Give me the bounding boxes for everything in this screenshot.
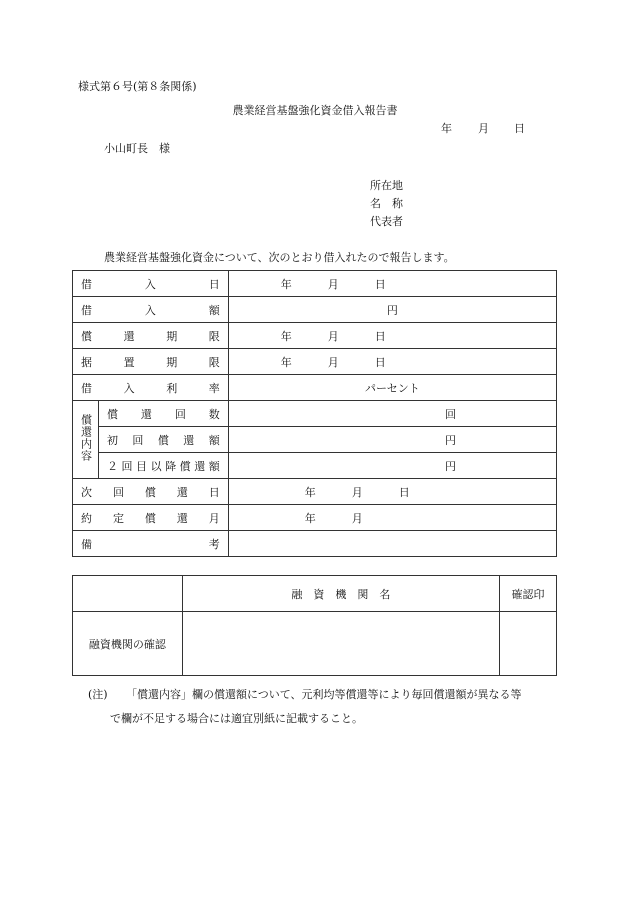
row-grace-deadline [73,349,557,375]
borrow-amount-label: 借 入 額 [81,303,220,317]
borrow-amount-unit: 円 [386,303,398,317]
repay-deadline-field[interactable] [228,323,556,349]
date-day-label: 日 [514,122,525,135]
first-amount-field[interactable] [228,427,556,453]
form-number: 様式第６号(第８条関係) [78,80,197,93]
interest-rate-field[interactable] [228,375,556,401]
first-amount-unit: 円 [445,433,456,447]
confirm-body-row [73,612,557,676]
row-borrow-amount [73,297,557,323]
borrow-date-month: 月 [327,277,339,291]
interest-rate-label: 借 入 利 率 [81,381,220,395]
grace-deadline-day: 日 [374,355,386,369]
row-agreed-repay-month [73,505,557,531]
institution-confirm-table [72,575,557,676]
institution-name-field[interactable] [182,612,499,676]
interest-rate-unit: パーセント [365,381,420,395]
grace-deadline-field[interactable] [228,349,556,375]
repay-count-field[interactable] [228,401,556,427]
confirm-header-row [73,576,557,612]
representative-label: 代表者 [370,215,403,228]
next-repay-month: 月 [351,485,363,499]
remarks-field[interactable] [228,531,556,557]
next-repay-date-field[interactable] [228,479,556,505]
row-first-amount [73,427,557,453]
repay-count-label: 償 還 回 数 [106,407,220,421]
loan-details-table [72,270,557,557]
agreed-repay-month-field[interactable] [228,505,556,531]
grace-deadline-month: 月 [327,355,339,369]
row-next-repay-date [73,479,557,505]
note-line-1: 「償還内容」欄の償還額について、元利均等償還等により毎回償還額が異なる等 [126,688,522,701]
agreed-repay-month: 月 [351,511,363,525]
later-amount-unit: 円 [445,459,456,473]
repay-count-unit: 回 [445,407,456,421]
remarks-label: 備 考 [81,537,220,551]
seal-header: 確認印 [500,576,557,612]
document-title: 農業経営基盤強化資金借入報告書 [232,104,398,117]
row-repay-deadline [73,323,557,349]
date-month-label: 月 [478,122,489,135]
repay-content-label: 償還内容 [79,414,93,462]
borrow-date-year: 年 [280,277,292,291]
address-label: 所在地 [370,179,403,192]
repay-deadline-month: 月 [327,329,339,343]
grace-deadline-year: 年 [280,355,292,369]
institution-name-header: 融 資 機 関 名 [182,576,499,612]
borrow-date-day: 日 [374,277,386,291]
repay-content-group [73,401,99,479]
repay-deadline-label: 償 還 期 限 [81,329,220,343]
note-line-2: で欄が不足する場合には適宜別紙に記載すること。 [110,712,363,725]
row-interest-rate [73,375,557,401]
borrow-date-field[interactable] [228,271,556,297]
next-repay-year: 年 [304,485,316,499]
row-borrow-date [73,271,557,297]
intro-text: 農業経営基盤強化資金について、次のとおり借入れたので報告します。 [104,251,455,264]
name-label: 名 称 [370,197,403,210]
note-prefix: (注) [88,688,108,701]
next-repay-day: 日 [398,485,410,499]
addressee: 小山町長 様 [104,142,170,155]
repay-deadline-day: 日 [374,329,386,343]
row-later-amount [73,453,557,479]
first-amount-label: 初 回 償 還 額 [106,433,220,447]
institution-confirm-label: 融資機関の確認 [73,612,183,676]
later-amount-label: ２ 回 目 以 降 償 還 額 [106,459,220,473]
date-year-label: 年 [441,122,452,135]
next-repay-date-label: 次 回 償 還 日 [81,485,220,499]
repay-deadline-year: 年 [280,329,292,343]
agreed-repay-year: 年 [304,511,316,525]
seal-field[interactable] [500,612,557,676]
borrow-amount-field[interactable] [228,297,556,323]
confirm-header-blank [73,576,183,612]
grace-deadline-label: 据 置 期 限 [81,355,220,369]
later-amount-field[interactable] [228,453,556,479]
row-repay-count [73,401,557,427]
agreed-repay-month-label: 約 定 償 還 月 [81,511,220,525]
row-remarks [73,531,557,557]
borrow-date-label: 借 入 日 [81,277,220,291]
